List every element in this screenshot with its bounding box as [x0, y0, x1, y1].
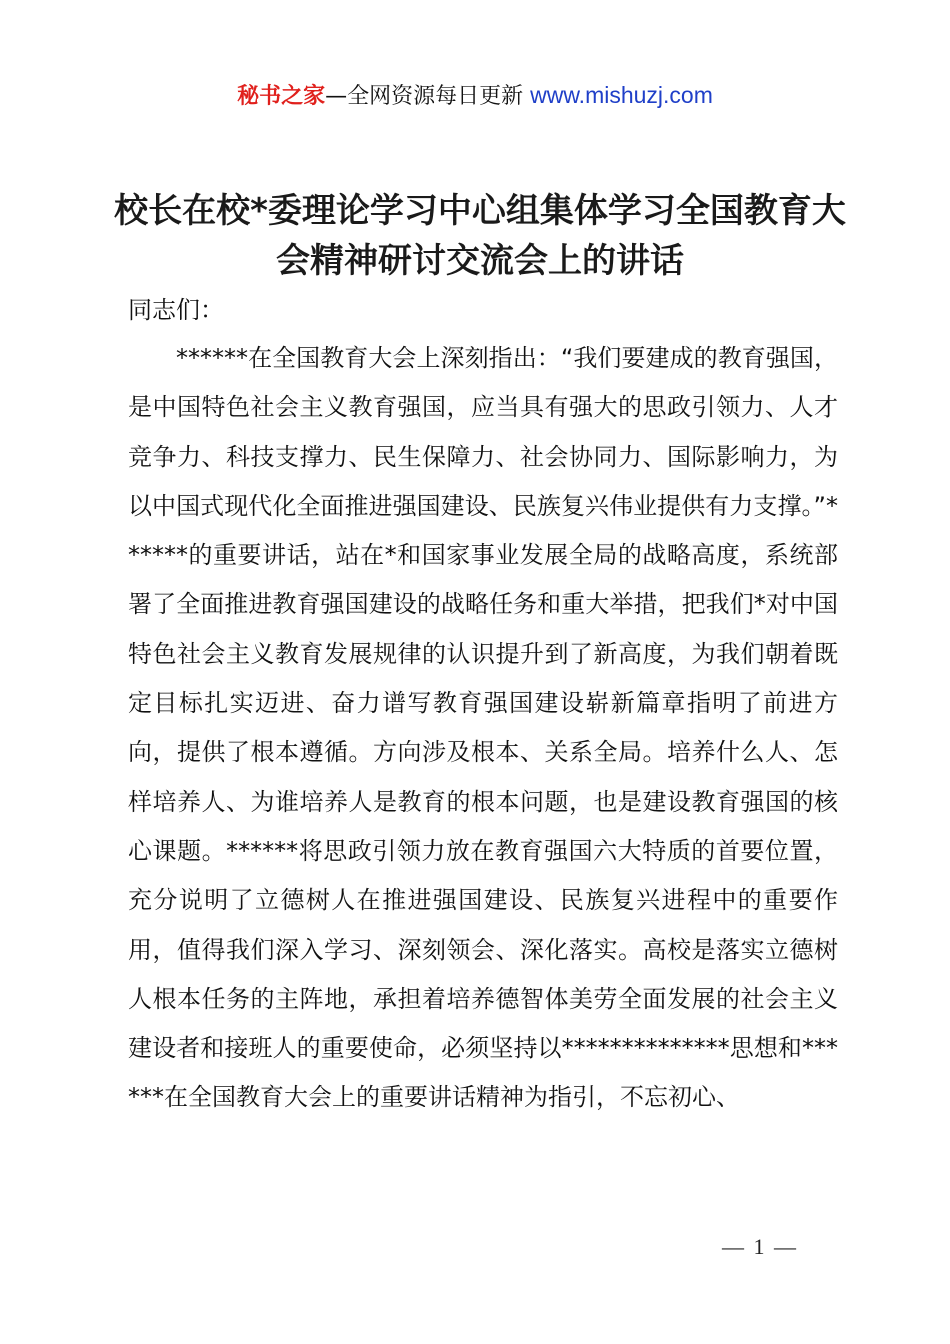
- site-url-link[interactable]: www.mishuzj.com: [530, 82, 713, 108]
- page-number: — 1 —: [722, 1234, 798, 1259]
- header-tagline: —全网资源每日更新: [325, 84, 531, 109]
- document-title: 校长在校*委理论学习中心组集体学习全国教育大会精神研讨交流会上的讲话: [114, 191, 846, 281]
- brand-name: 秘书之家: [237, 84, 326, 109]
- body-paragraph: ******在全国教育大会上深刻指出：“我们要建成的教育强国，是中国特色社会主义教育强国，应当具有强大的思政引领力、人才竞争力、科技支撑力、民生保障力、社会协同力、国际影响力，为以中国式现代化全面推进强国建设、民族复兴伟业提供有力支撑。”******的重要讲话，站在*和国家事业发展全局的战略高度，系统部署了全面推进教育强国建设的战略任务和重大举措，把我们*对中国特色社会主义教育发展规律的认识提升到了新高度，为我们朝着既定目标扎实迈进、奋力谱写教育强国建设崭新篇章指明了前进方向，提供了根本遵循。方向涉及根本、关系全局。培养什么人、怎样培养人、为谁培养人是教育的根本问题，也是建设教育强国的核心课题。******将思政引领力放在教育强国六大特质的首要位置，充分说明了立德树人在推进强国建设、民族复兴进程中的重要作用，值得我们深入学习、深刻领会、深化落实。高校是落实立德树人根本任务的主阵地，承担着培养德智体美劳全面发展的社会主义建设者和接班人的重要使命，必须坚持以**************思想和******在全国教育大会上的重要讲话精神为指引，不忘初心、: [128, 344, 838, 1112]
- salutation: 同志们：: [128, 296, 224, 324]
- site-header: [0, 78, 950, 114]
